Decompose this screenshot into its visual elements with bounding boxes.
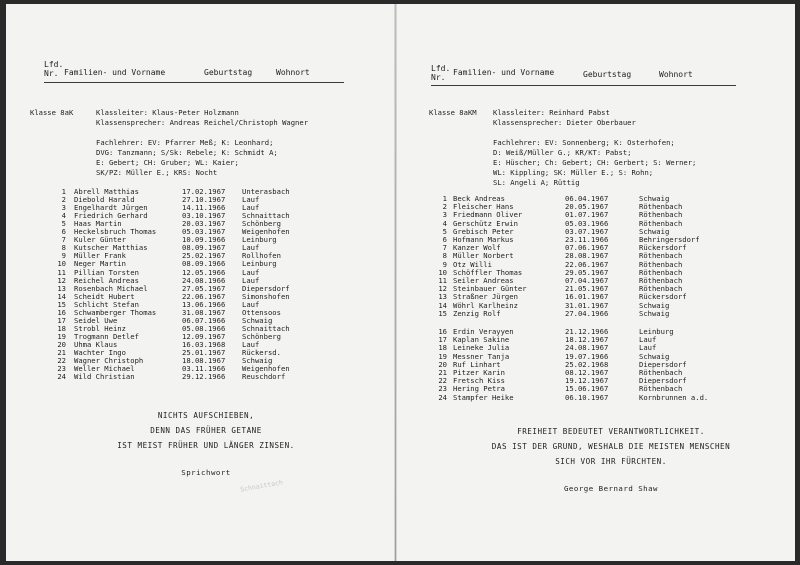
cell-nr: 13 (438, 292, 447, 302)
header-place: Wohnort (659, 70, 693, 79)
cell-nr: 12 (57, 275, 66, 285)
quote-line: DAS IST DER GRUND, WESHALB DIE MEISTEN MENSCHEN (491, 442, 731, 451)
cell-place: Schwaig (242, 315, 273, 325)
info-line: Klassleiter: Klaus-Peter Holzmann (96, 108, 239, 117)
cell-name: Zenzig Rolf (453, 308, 501, 318)
cell-name: Otz Willi (453, 259, 492, 269)
quote-attribution: Sprichwort (181, 468, 231, 477)
cell-place: Schwaig (639, 226, 670, 236)
cell-place: Diepersdorf (639, 359, 687, 369)
cell-birth: 16.03.1968 (182, 339, 226, 349)
cell-nr: 6 (442, 235, 447, 244)
info-line (493, 128, 696, 138)
cell-place: Leinburg (242, 235, 277, 245)
cell-name: Hofmann Markus (453, 235, 514, 244)
cell-birth: 22.06.1967 (565, 259, 609, 269)
cell-birth: 21.12.1966 (565, 327, 609, 336)
cell-name: Uhma Klaus (74, 339, 118, 349)
cell-nr: 10 (438, 267, 447, 277)
header-birth: Geburtstag (583, 70, 632, 79)
info-line (96, 128, 308, 138)
quote-line: NICHTS AUFSCHIEBEN, (157, 411, 255, 420)
cell-place: Simonshofen (242, 291, 290, 301)
cell-name: Kuler Günter (74, 235, 126, 245)
info-line: E: Hüscher; Ch: Gebert; CH: Gerbert; S: Werner; (493, 158, 697, 167)
cell-birth: 03.07.1967 (565, 226, 609, 236)
cell-birth: 01.07.1967 (565, 210, 609, 220)
cell-name: Fleischer Hans (453, 202, 514, 212)
cell-birth: 29.05.1967 (565, 267, 609, 277)
cell-birth: 27.04.1966 (565, 308, 609, 318)
cell-birth: 03.10.1967 (182, 211, 226, 221)
cell-nr: 1 (442, 194, 447, 203)
cell-birth: 17.02.1967 (182, 187, 226, 196)
cell-birth: 08.09.1967 (182, 243, 226, 253)
cell-place: Ottensoos (242, 307, 281, 317)
cell-nr: 3 (61, 203, 66, 213)
cell-place: Schwaig (242, 356, 273, 366)
info-line: Fachlehrer: EV: Pfarrer Meß; K: Leonhard; (96, 138, 274, 147)
class-info (493, 108, 696, 188)
info-line: SK/PZ: Müller E.; KRS: Nocht (96, 168, 218, 177)
info-line: Klassleiter: Reinhard Pabst (493, 108, 610, 117)
cell-nr: 19 (438, 351, 447, 361)
cell-birth: 20.03.1967 (182, 219, 226, 229)
cell-name: Scheidt Hubert (74, 291, 135, 301)
cell-birth: 22.06.1967 (182, 291, 226, 301)
cell-name: Diebold Harald (74, 195, 135, 205)
cell-birth: 07.06.1967 (565, 243, 609, 253)
cell-name: Wöhrl Karlheinz (453, 300, 518, 310)
cell-place: Diepersdorf (242, 283, 290, 293)
cell-birth: 27.10.1967 (182, 195, 226, 205)
cell-place: Unterasbach (242, 187, 290, 196)
info-line: E: Gebert; CH: Gruber; WL: Kaier; (96, 158, 239, 167)
cell-name: Gerschütz Erwin (453, 218, 518, 228)
cell-birth: 29.12.1966 (182, 372, 226, 382)
cell-nr: 20 (438, 359, 447, 369)
cell-place: Schönberg (242, 331, 281, 341)
cell-birth: 24.08.1967 (565, 343, 609, 353)
cell-nr: 9 (61, 251, 66, 261)
cell-name: Schwamberger Thomas (74, 307, 157, 317)
cell-place: Röthenbach (639, 259, 683, 269)
cell-birth: 27.05.1967 (182, 283, 226, 293)
cell-name: Abrell Matthias (74, 187, 139, 196)
header-rule (44, 82, 344, 83)
cell-name: Schlicht Stefan (74, 299, 139, 309)
cell-name: Erdin Verayyen (453, 327, 514, 336)
cell-birth: 03.11.1966 (182, 364, 226, 374)
cell-place: Behringersdorf (639, 235, 700, 244)
cell-place: Schwaig (639, 308, 670, 318)
cell-birth: 08.09.1966 (182, 259, 226, 269)
cell-name: Hering Petra (453, 384, 505, 394)
cell-nr: 18 (438, 343, 447, 353)
cell-name: Leineke Julia (453, 343, 510, 353)
cell-name: Steinbauer Günter (453, 284, 527, 294)
cell-name: Seiler Andreas (453, 276, 514, 285)
cell-birth: 07.04.1967 (565, 276, 609, 285)
cell-place: Schnaittach (242, 211, 290, 221)
cell-birth: 19.12.1967 (565, 376, 609, 386)
quote (461, 424, 761, 496)
cell-place: Weigenhofen (242, 227, 290, 237)
cell-name: Pillian Torsten (74, 267, 139, 277)
cell-nr: 20 (57, 339, 66, 349)
cell-place: Schnaittach (242, 323, 290, 333)
cell-place: Diepersdorf (639, 376, 687, 386)
cell-name: Wachter Ingo (74, 348, 126, 357)
cell-place: Lauf (639, 335, 657, 345)
cell-nr: 7 (442, 243, 447, 253)
header-nr: Lfd. Nr. (44, 60, 64, 78)
cell-nr: 22 (438, 376, 447, 386)
cell-nr: 22 (57, 356, 66, 366)
cell-nr: 6 (61, 227, 66, 237)
cell-nr: 15 (438, 308, 447, 318)
cell-nr: 2 (442, 202, 447, 212)
cell-birth: 15.06.1967 (565, 384, 609, 394)
cell-birth: 21.05.1967 (565, 284, 609, 294)
cell-nr: 2 (61, 195, 66, 205)
cell-birth: 14.11.1966 (182, 203, 226, 213)
cell-nr: 19 (57, 331, 66, 341)
cell-birth: 31.08.1967 (182, 307, 226, 317)
info-line: Klassensprecher: Dieter Oberbauer (493, 118, 636, 127)
cell-name: Wild Christian (74, 372, 135, 382)
cell-birth: 31.01.1967 (565, 300, 609, 310)
faint-stamp: Schnaittach (239, 478, 284, 494)
cell-nr: 8 (442, 251, 447, 261)
cell-place: Lauf (242, 243, 260, 253)
cell-birth: 16.01.1967 (565, 292, 609, 302)
class-info (96, 108, 308, 178)
cell-birth: 05.03.1967 (182, 227, 226, 237)
cell-nr: 1 (61, 187, 66, 196)
cell-name: Kaplan Sakine (453, 335, 510, 345)
cell-nr: 21 (57, 348, 66, 357)
cell-name: Fretsch Kiss (453, 376, 505, 386)
cell-birth: 12.09.1967 (182, 331, 226, 341)
cell-name: Kanzer Wolf (453, 243, 501, 253)
cell-birth: 10.09.1966 (182, 235, 226, 245)
cell-place: Leinburg (242, 259, 277, 269)
cell-place: Leinburg (639, 327, 674, 336)
class-label: Klasse 8aKM (429, 108, 477, 117)
info-line: WL: Kippling; SK: Müller E.; S: Rohn; (493, 168, 654, 177)
cell-birth: 18.08.1967 (182, 356, 226, 366)
cell-name: Pitzer Karin (453, 368, 505, 377)
cell-birth: 06.07.1966 (182, 315, 226, 325)
class-label: Klasse 8aK (30, 108, 74, 117)
cell-nr: 12 (438, 284, 447, 294)
cell-nr: 23 (57, 364, 66, 374)
quote-line: DENN DAS FRÜHER GETANE (150, 426, 262, 435)
quote-attribution: George Bernard Shaw (563, 484, 659, 493)
header-birth: Geburtstag (204, 68, 253, 77)
cell-nr: 9 (442, 259, 447, 269)
cell-place: Röthenbach (639, 276, 683, 285)
header-place: Wohnort (276, 68, 310, 77)
cell-birth: 28.08.1967 (565, 251, 609, 261)
cell-birth: 25.01.1967 (182, 348, 226, 357)
cell-place: Röthenbach (639, 218, 683, 228)
info-line: SL: Angeli A; Rüttig (493, 178, 580, 187)
cell-name: Weller Michael (74, 364, 135, 374)
cell-nr: 11 (57, 267, 66, 277)
cell-place: Rollhofen (242, 251, 281, 261)
cell-nr: 14 (438, 300, 447, 310)
cell-name: Seidel Uwe (74, 315, 118, 325)
cell-place: Schwaig (639, 300, 670, 310)
cell-name: Müller Norbert (453, 251, 514, 261)
cell-birth: 25.02.1967 (182, 251, 226, 261)
cell-birth: 24.08.1966 (182, 275, 226, 285)
cell-place: Lauf (242, 267, 260, 277)
cell-name: Friedmann Oliver (453, 210, 523, 220)
cell-place: Lauf (242, 299, 260, 309)
cell-nr: 10 (57, 259, 66, 269)
cell-name: Heckelsbruch Thomas (74, 227, 157, 237)
cell-birth: 23.11.1966 (565, 235, 609, 244)
cell-nr: 17 (438, 335, 447, 345)
cell-name: Schöffler Thomas (453, 267, 523, 277)
cell-nr: 21 (438, 368, 447, 377)
cell-name: Grebisch Peter (453, 226, 514, 236)
cell-name: Stampfer Heike (453, 392, 514, 402)
cell-birth: 20.05.1967 (565, 202, 609, 212)
quote-line: SICH VOR IHR FÜRCHTEN. (555, 457, 667, 466)
cell-name: Neger Martin (74, 259, 126, 269)
cell-place: Röthenbach (639, 368, 683, 377)
cell-place: Röthenbach (639, 202, 683, 212)
cell-nr: 8 (61, 243, 66, 253)
cell-name: Ruf Linhart (453, 359, 501, 369)
cell-name: Messner Tanja (453, 351, 510, 361)
info-line: Fachlehrer: EV: Sonnenberg; K: Osterhofen; (493, 138, 675, 147)
cell-nr: 17 (57, 315, 66, 325)
cell-birth: 25.02.1968 (565, 359, 609, 369)
cell-nr: 4 (442, 218, 447, 228)
cell-nr: 13 (57, 283, 66, 293)
cell-nr: 16 (438, 327, 447, 336)
cell-name: Trogmann Detlef (74, 331, 139, 341)
left-page (6, 4, 395, 561)
header-name: Familien- und Vorname (453, 68, 555, 77)
cell-nr: 5 (442, 226, 447, 236)
cell-name: Strobl Heinz (74, 323, 126, 333)
cell-nr: 24 (438, 392, 447, 402)
cell-birth: 05.08.1966 (182, 323, 226, 333)
cell-place: Kornbrunnen a.d. (639, 392, 709, 402)
cell-place: Lauf (639, 343, 657, 353)
cell-place: Lauf (242, 195, 260, 205)
cell-nr: 24 (57, 372, 66, 382)
header-rule (431, 85, 736, 86)
right-page (396, 4, 795, 561)
cell-name: Beck Andreas (453, 194, 505, 203)
cell-nr: 16 (57, 307, 66, 317)
cell-place: Röthenbach (639, 384, 683, 394)
cell-nr: 4 (61, 211, 66, 221)
cell-place: Weigenhofen (242, 364, 290, 374)
quote-line: IST MEIST FRÜHER UND LÄNGER ZINSEN. (117, 441, 295, 450)
cell-place: Lauf (242, 275, 260, 285)
cell-place: Reuschdorf (242, 372, 286, 382)
cell-birth: 08.12.1967 (565, 368, 609, 377)
cell-nr: 7 (61, 235, 66, 245)
cell-birth: 06.04.1967 (565, 194, 609, 203)
cell-name: Reichel Andreas (74, 275, 139, 285)
cell-place: Lauf (242, 339, 260, 349)
cell-birth: 05.03.1966 (565, 218, 609, 228)
student-table (56, 187, 386, 382)
cell-name: Friedrich Gerhard (74, 211, 148, 221)
header-name: Familien- und Vorname (64, 68, 166, 77)
cell-place: Schönberg (242, 219, 281, 229)
cell-name: Haas Martin (74, 219, 122, 229)
info-line: Klassensprecher: Andreas Reichel/Christoph Wagner (96, 118, 309, 127)
quote-line: FREIHEIT BEDEUTET VERANTWORTLICHKEIT. (517, 427, 705, 436)
cell-birth: 18.12.1967 (565, 335, 609, 345)
info-line: D: Weiß/Müller G.; KR/KT: Pabst; (493, 148, 632, 157)
cell-place: Röthenbach (639, 284, 683, 294)
cell-name: Straßner Jürgen (453, 292, 518, 302)
cell-name: Kutscher Matthias (74, 243, 148, 253)
cell-place: Röthenbach (639, 267, 683, 277)
cell-birth: 06.10.1967 (565, 392, 609, 402)
cell-birth: 12.05.1966 (182, 267, 226, 277)
cell-nr: 5 (61, 219, 66, 229)
cell-name: Wagner Christoph (74, 356, 144, 366)
cell-place: Schwaig (639, 194, 670, 203)
cell-place: Rückersdorf (639, 292, 687, 302)
cell-nr: 23 (438, 384, 447, 394)
cell-place: Rückersd. (242, 348, 281, 357)
cell-place: Schwaig (639, 351, 670, 361)
header-nr: Lfd. Nr. (431, 64, 451, 82)
cell-place: Röthenbach (639, 210, 683, 220)
cell-nr: 18 (57, 323, 66, 333)
student-table (437, 194, 787, 406)
cell-nr: 15 (57, 299, 66, 309)
info-line: DVG: Tanzmann; S/Sk: Rebele; K: Schmidt A; (96, 148, 278, 157)
cell-nr: 11 (438, 276, 447, 285)
cell-place: Lauf (242, 203, 260, 213)
cell-birth: 13.06.1966 (182, 299, 226, 309)
quote (66, 408, 346, 480)
cell-name: Rosenbach Michael (74, 283, 148, 293)
cell-nr: 3 (442, 210, 447, 220)
cell-place: Rückersdorf (639, 243, 687, 253)
cell-name: Engelhardt Jürgen (74, 203, 148, 213)
cell-place: Röthenbach (639, 251, 683, 261)
cell-nr: 14 (57, 291, 66, 301)
cell-name: Müller Frank (74, 251, 126, 261)
cell-birth: 19.07.1966 (565, 351, 609, 361)
